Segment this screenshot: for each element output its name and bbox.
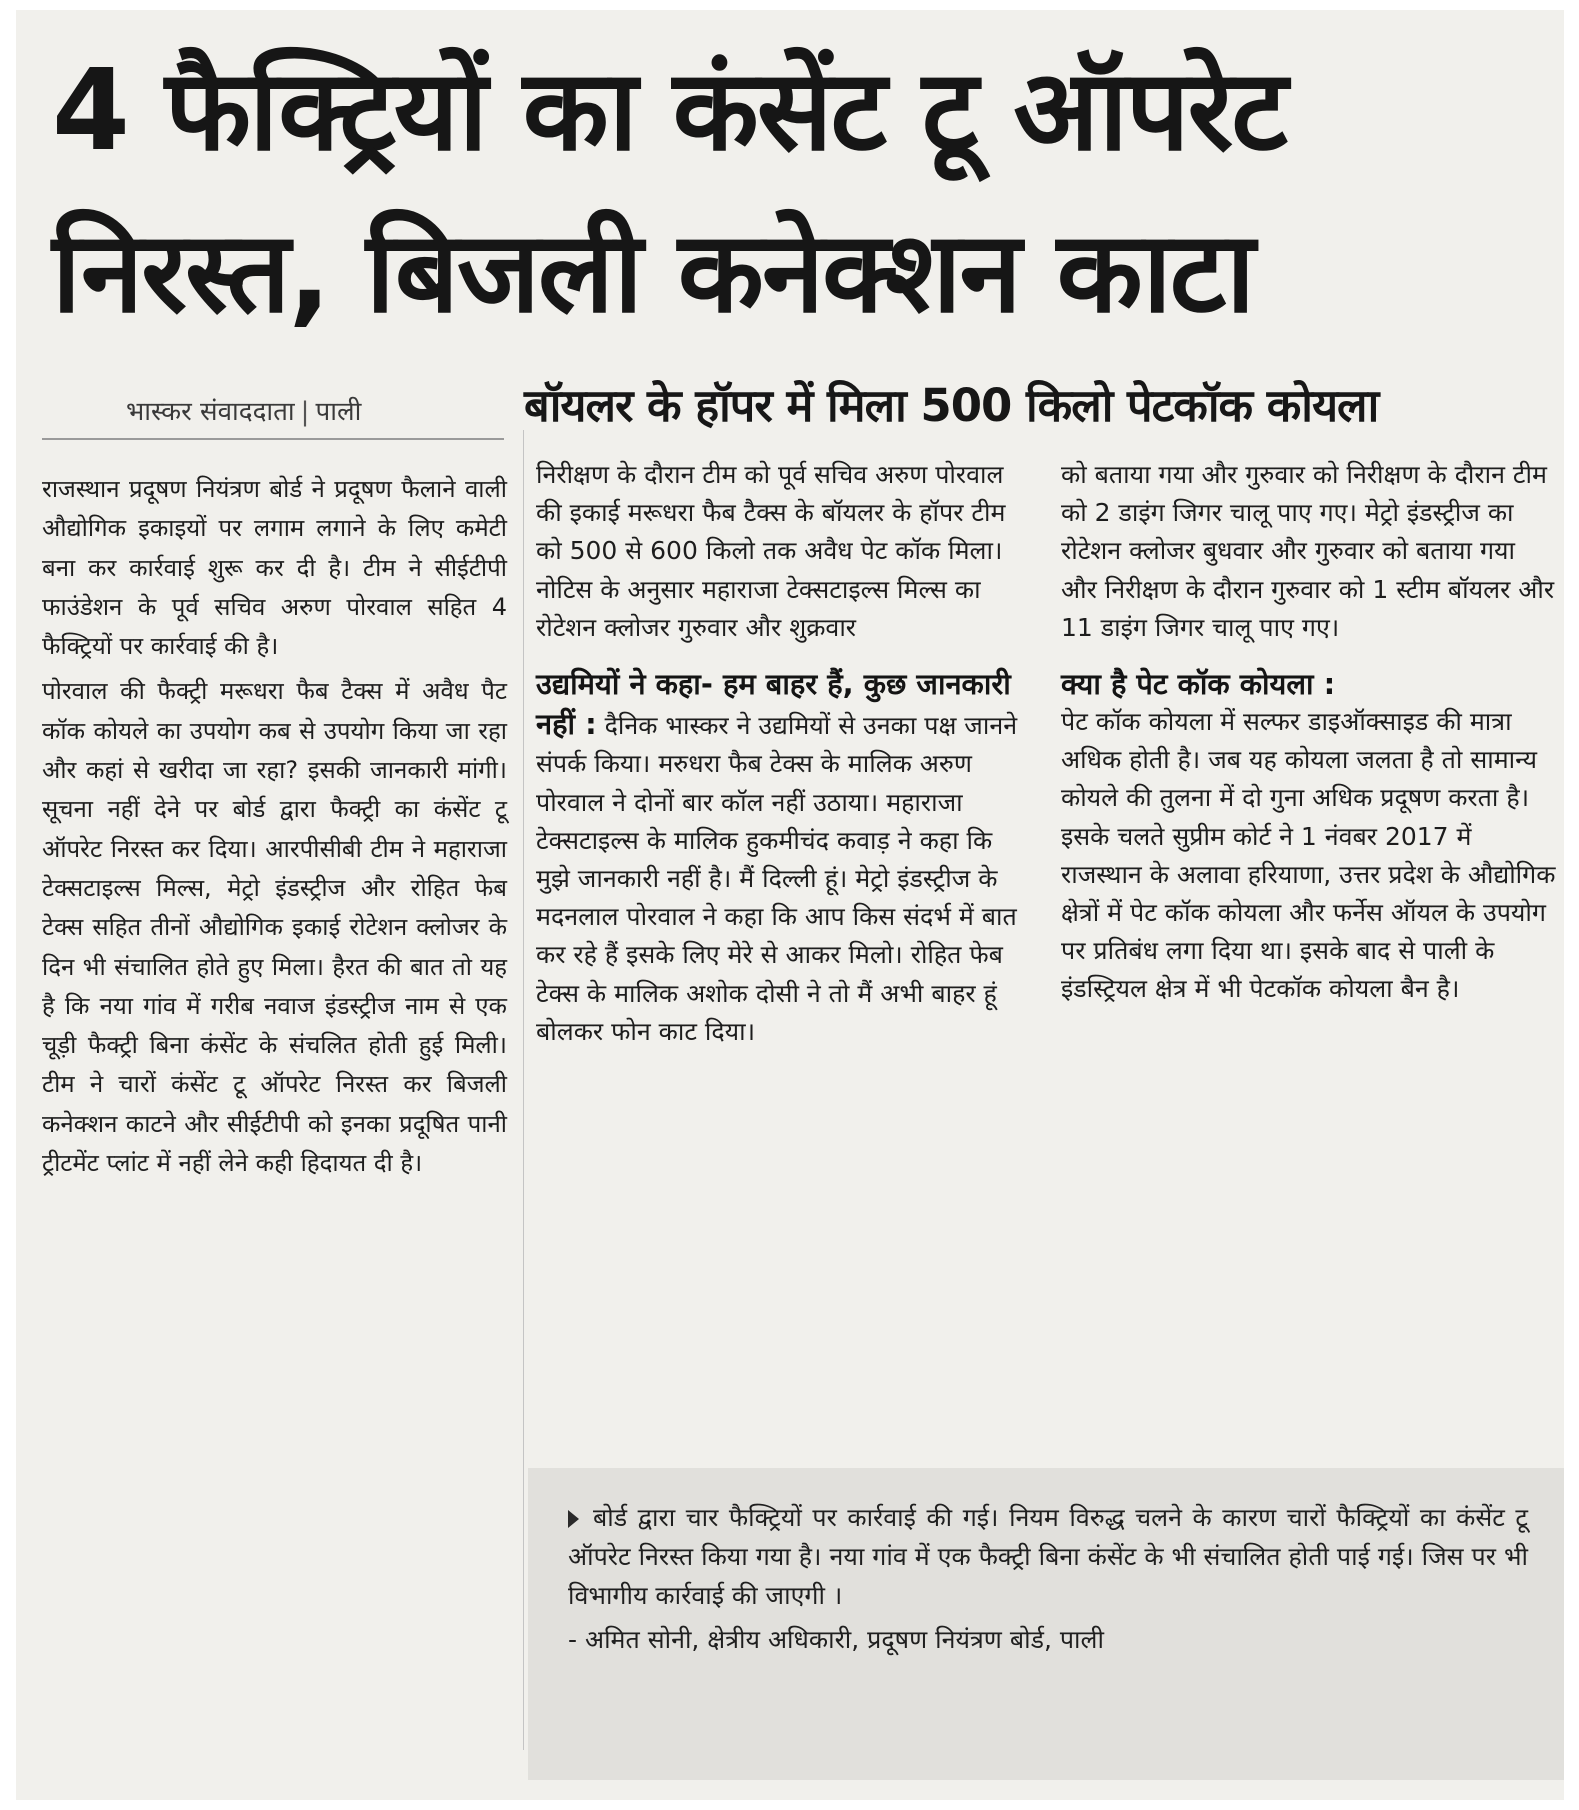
column-2-section-body: दैनिक भास्कर ने उद्यमियों से उनका पक्ष जानने संपर्क किया। मरुधरा फैब टेक्स के मालिक अरुण पोरवाल ने दोनों बार कॉल नहीं उठाया। महाराजा टेक्सटाइल्स के मालिक हुकमीचंद कवाड़ ने कहा कि मुझे जानकारी नहीं है। मैं दिल्ली हूं। मेट्रो इंडस्ट्रीज के मदनलाल पोरवाल ने कहा कि आप किस संदर्भ में बात कर रहे हैं इसके लिए मेरे से आकर मिलो। रोहित फेब टेक्स के मालिक अशोक दोसी ने तो मैं अभी बाहर हूं बोलकर फोन काट दिया। [536, 711, 1018, 1046]
newspaper-clipping [16, 10, 1564, 1800]
column-divider [523, 430, 524, 1750]
column-1-paragraph-1: राजस्थान प्रदूषण नियंत्रण बोर्ड ने प्रदूषण फैलाने वाली औद्योगिक इकाइयों पर लगाम लगाने के लिए कमेटी बना कर कार्रवाई शुरू कर दी है। टीम ने सीईटीपी फाउंडेशन के पूर्व सचिव अरुण पोरवाल सहित 4 फैक्ट्रियों पर कार्रवाई की है। [42, 475, 507, 661]
column-3-section-body: पेट कॉक कोयला में सल्फर डाइऑक्साइड की मात्रा अधिक होती है। जब यह कोयला जलता है तो सामान्य कोयले की तुलना में दो गुना अधिक प्रदूषण करता है। इसके चलते सुप्रीम कोर्ट ने 1 नंवबर 2017 में राजस्थान के अलावा हरियाणा, उत्तर प्रदेश के औद्योगिक क्षेत्रों में पेट कॉक कोयला और फर्नेस ऑयल के उपयोग पर प्रतिबंध लगा दिया था। इसके बाद से पाली के इंडस्ट्रियल क्षेत्र में भी पेटकॉक कोयला बैन है। [1061, 707, 1556, 1004]
byline-reporter: भास्कर संवाददाता [126, 397, 295, 427]
quote-text: बोर्ड द्वारा चार फैक्ट्रियों पर कार्रवाई की गई। नियम विरुद्ध चलने के कारण चारों फैक्ट्रियों का कंसेंट टू ऑपरेट निरस्त किया गया है। नया गांव में एक फैक्ट्री बिना कंसेंट के भी संचालित होती पाई गई। जिस पर भी विभागीय कार्रवाई की जाएगी । [568, 1503, 1528, 1611]
column-3 [1061, 456, 1556, 1009]
column-2 [536, 456, 1026, 1051]
quote-attribution: - अमित सोनी, क्षेत्रीय अधिकारी, प्रदूषण नियंत्रण बोर्ड, पाली [568, 1624, 1104, 1654]
subheadline: बॉयलर के हॉपर में मिला 500 किलो पेटकॉक कोयला [524, 379, 1379, 432]
quote-text-line [568, 1498, 1528, 1616]
column-2-section-heading: उद्यमियों ने कहा- हम बाहर हैं, कुछ जानकारी नहीं : [536, 667, 1011, 742]
byline-rule [42, 438, 504, 440]
headline [52, 30, 1552, 354]
column-2-section [536, 665, 1026, 1051]
byline-place: पाली [315, 397, 362, 427]
byline-separator: | [300, 397, 310, 427]
triangle-bullet-icon [568, 1510, 579, 1528]
column-2-paragraph-1: निरीक्षण के दौरान टीम को पूर्व सचिव अरुण पोरवाल की इकाई मरूधरा फैब टैक्स के बॉयलर के हॉपर टीम को 500 से 600 किलो तक अवैध पेट कॉक मिला। नोटिस के अनुसार महाराजा टेक्सटाइल्स मिल्स का रोटेशन क्लोजर गुरुवार और शुक्रवार [536, 460, 1006, 642]
headline-line-2: निरस्त, बिजली कनेक्शन काटा [52, 208, 1254, 338]
column-3-section-heading: क्या है पेट कॉक कोयला : [1061, 667, 1336, 702]
column-1-paragraph-2: पोरवाल की फैक्ट्री मरूधरा फैब टैक्स में अवैध पैट कॉक कोयले का उपयोग कब से उपयोग किया जा रहा और कहां से खरीदा जा रहा? इसकी जानकारी मांगी। सूचना नहीं देने पर बोर्ड द्वारा फैक्ट्री का कंसेंट टू ऑपरेट निरस्त कर दिया। आरपीसीबी टीम ने महाराजा टेक्सटाइल्स मिल्स, मेट्रो इंडस्ट्रीज और रोहित फेब टेक्स सहित तीनों औद्योगिक इकाई रोटेशन क्लोजर के दिन भी संचालित होते हुए मिला। हैरत की बात तो यह है कि नया गांव में गरीब नवाज इंडस्ट्रीज नाम से एक चूड़ी फैक्ट्री बिना कंसेंट के संचलित होती हुई मिली। टीम ने चारों कंसेंट टू ऑपरेट निरस्त कर बिजली कनेक्शन काटने और सीईटीपी को इनका प्रदूषित पानी ट्रीटमेंट प्लांट में नहीं लेने कही हिदायत दी है। [42, 677, 507, 1178]
column-3-paragraph-1: को बताया गया और गुरुवार को निरीक्षण के दौरान टीम को 2 डाइंग जिगर चालू पाए गए। मेट्रो इंडस्ट्रीज का रोटेशन क्लोजर बुधवार और गुरुवार को बताया गया और निरीक्षण के दौरान गुरुवार को 1 स्टीम बॉयलर और 11 डाइंग जिगर चालू पाए गए। [1061, 460, 1555, 642]
byline [126, 392, 361, 428]
column-1 [42, 470, 507, 1183]
headline-line-1: 4 फैक्ट्रियों का कंसेंट टू ऑपरेट [52, 46, 1286, 176]
official-quote-box [528, 1468, 1564, 1780]
